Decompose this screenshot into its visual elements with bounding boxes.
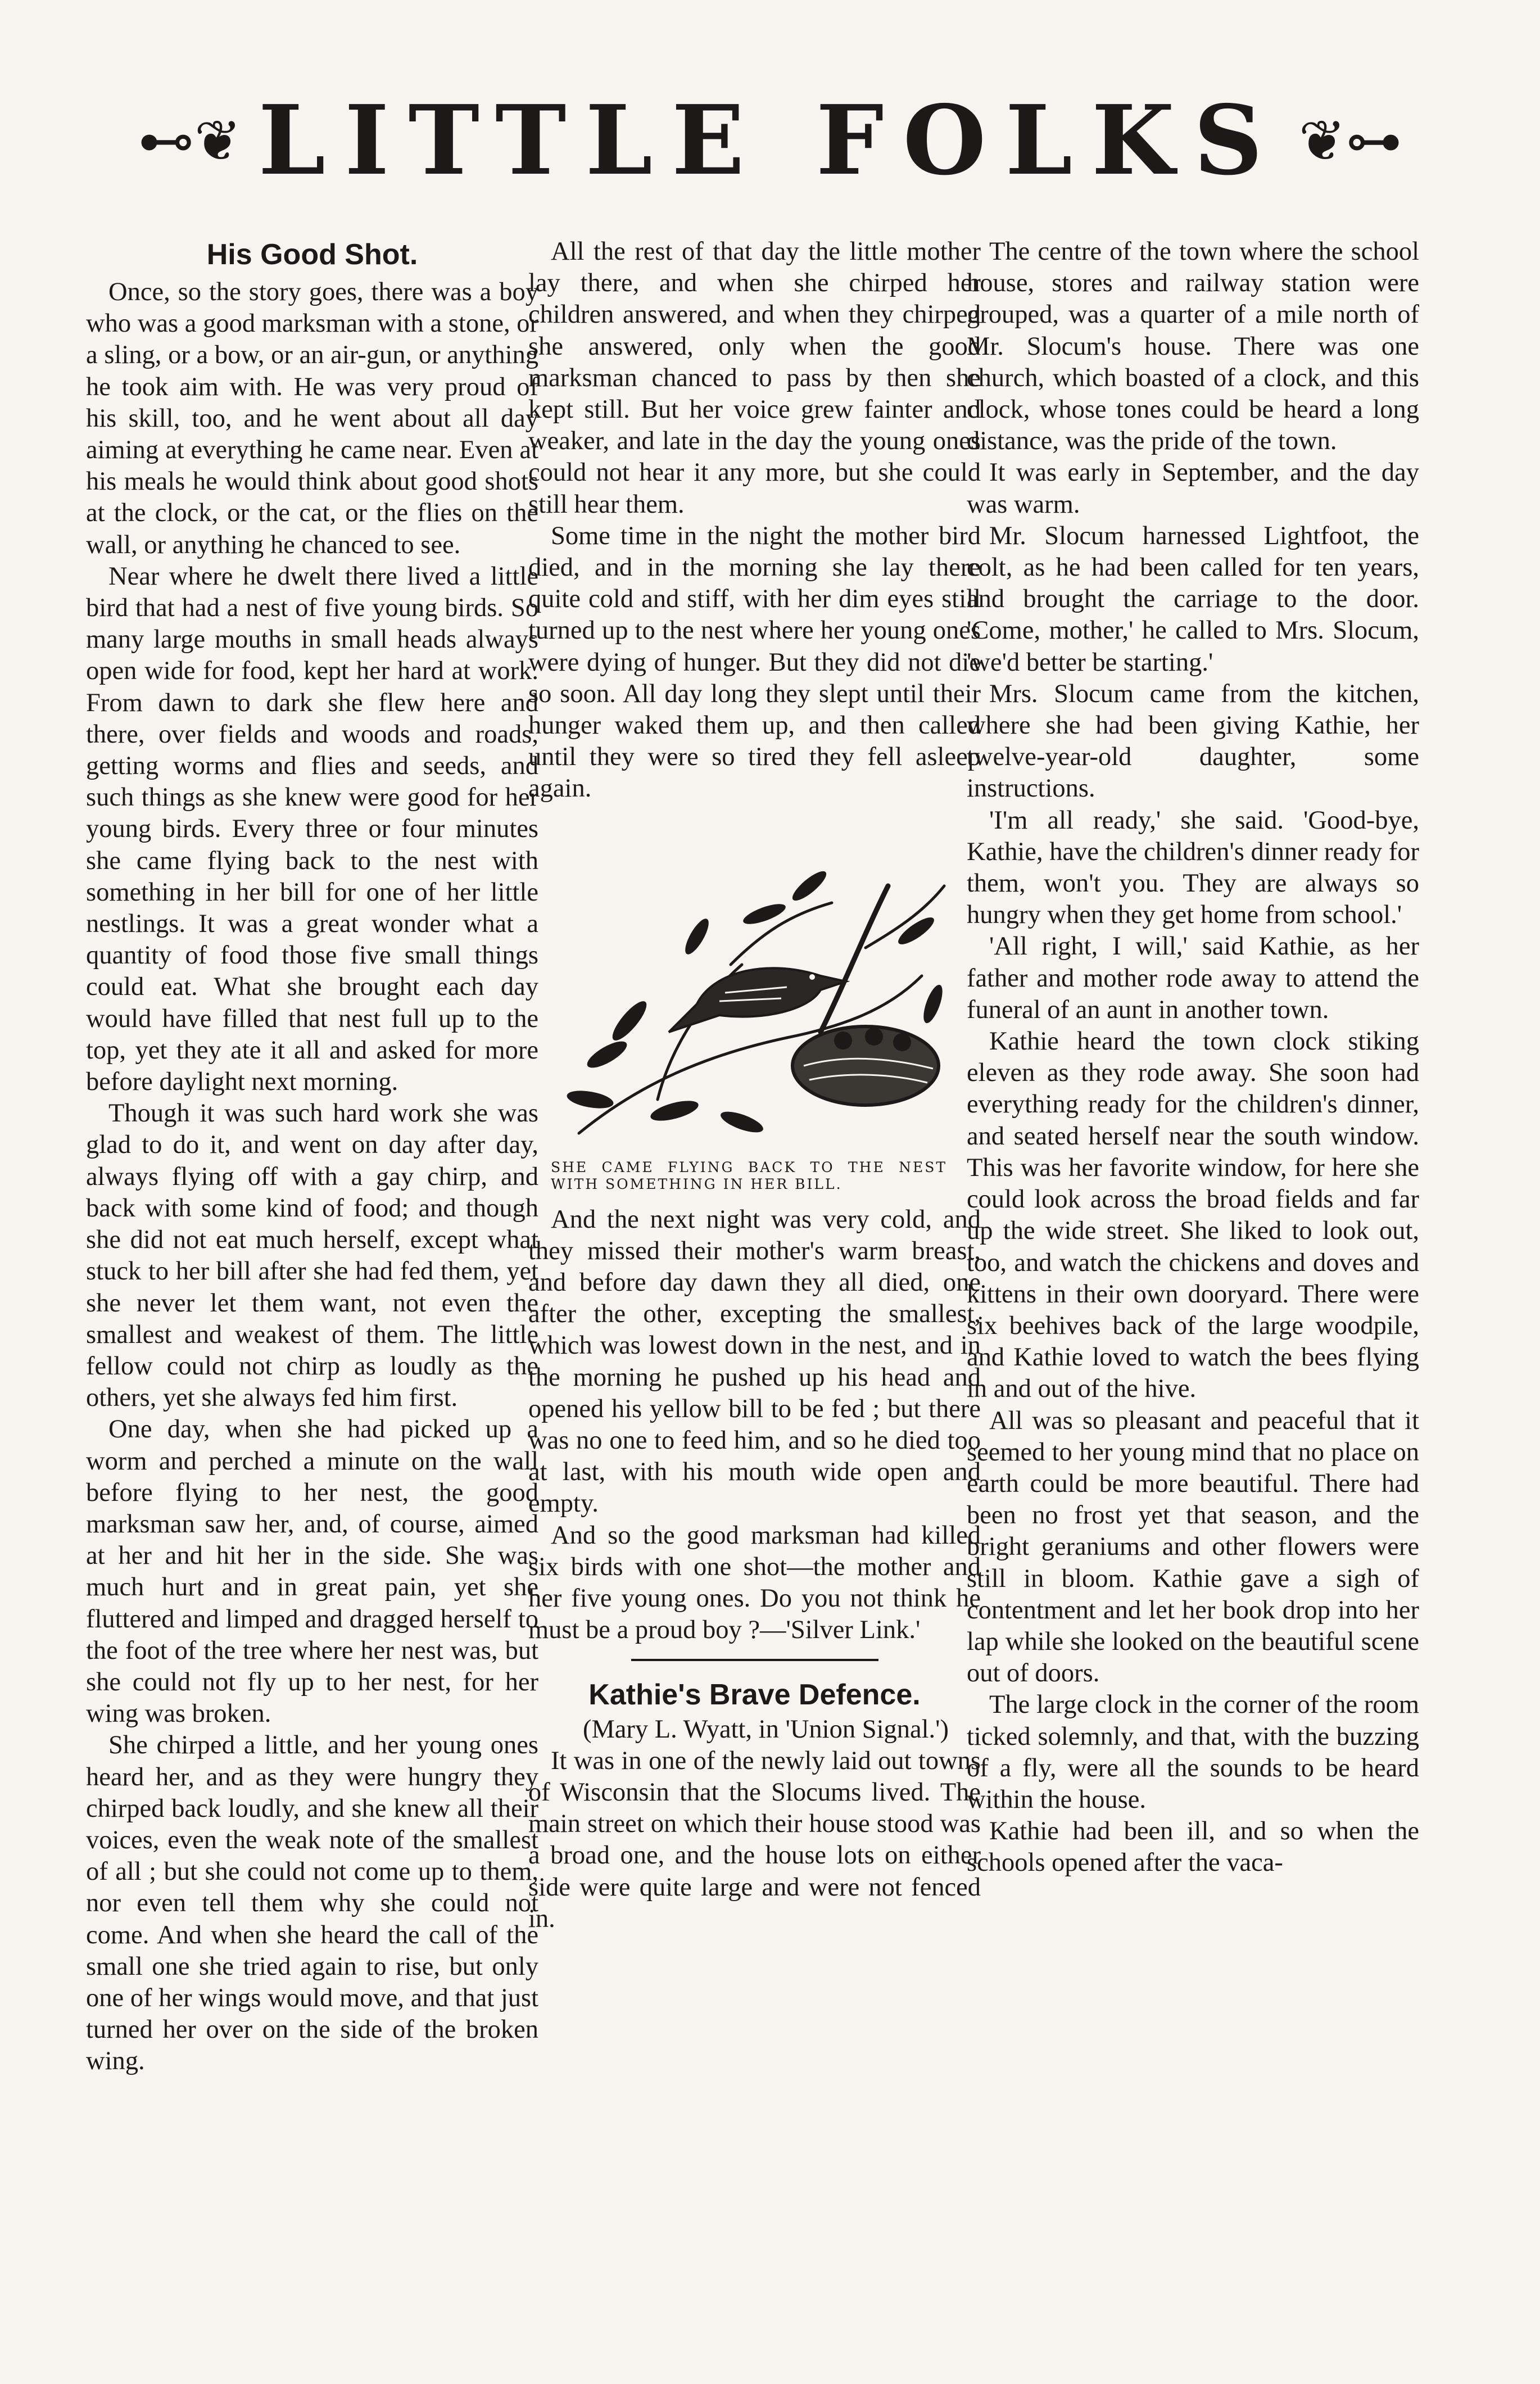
story-2-paragraph: All was so pleasant and peaceful that it seemed to her young mind that no place on earth could be more beautiful. There had been no frost yet that season, and the bright geraniums and other flowers were still in bloom. Kathie gave a sigh of contentment and let her book drop into her lap while she looked on the beautiful scene out of doors. [967, 1406, 1419, 1688]
story-1-paragraph: All the rest of that day the little mother lay there, and when she chirped her children answered, and when they chirped she answered, only when the good marksman chanced to pass by then she kept still. But her voice grew fainter and weaker, and late in the day the young ones could not hear it any more, but she could still hear them. [528, 237, 981, 519]
story-1-paragraph: And so the good marksman had killed six birds with one shot—the mother and her five young ones. Do you not think he must be a proud boy ?—'Silver Link.' [528, 1521, 981, 1645]
story-2-paragraph: Kathie had been ill, and so when the schools opened after the vaca- [967, 1817, 1419, 1878]
story-1-paragraph: Some time in the night the mother bird died, and in the morning she lay there quite cold and stiff, with her dim eyes still turned up to the nest where her young ones were dying of hunger. But they did not die so soon. All day long they slept until their hunger waked them up, and then called until they were so tired they fell asleep again. [528, 521, 981, 803]
left-ornament-icon: ⊷❦ [138, 107, 242, 174]
column-2 [528, 236, 981, 2361]
story-1-paragraph: Though it was such hard work she was glad to do it, and went on day after day, always flying off with a gay chirp, and back with some kind of food; and though she did not eat much herself, except what stuck to her bill after she had fed them, yet she never let them want, not even the smallest and weakest of them. The little fellow could not chirp as loudly as the others, yet she always fed him first. [86, 1099, 538, 1413]
story-2-heading: Kathie's Brave Defence. [588, 1678, 921, 1711]
bird-nest-illustration [528, 818, 981, 1156]
column-1 [86, 236, 538, 2361]
story-2-paragraph: 'All right, I will,' said Kathie, as her father and mother rode away to attend the funeral of an aunt in another town. [967, 932, 1419, 1024]
story-2-paragraph: It was early in September, and the day was warm. [967, 458, 1419, 519]
illustration-caption: SHE CAME FLYING BACK TO THE NEST WITH SOMETHING IN HER BILL. [551, 1159, 947, 1192]
story-2-paragraph: Mrs. Slocum came from the kitchen, where she had been giving Kathie, her twelve-year-old daughter, some instructions. [967, 679, 1419, 803]
story-1-paragraph: She chirped a little, and her young ones heard her, and as they were hungry they chirped back loudly, and she knew all their voices, even the weak note of the smallest of all ; but she could not come up to them, nor even tell them why she could not come. And when she heard the call of the small one she tried again to rise, but only one of her wings would move, and that just turned her over on the side of the broken wing. [86, 1731, 538, 2076]
story-1-heading: His Good Shot. [206, 238, 418, 271]
story-2-paragraph: 'I'm all ready,' she said. 'Good-bye, Kathie, have the children's dinner ready for them, won't you. They are always so hungry when they get home from school.' [967, 806, 1419, 930]
story-1-paragraph: One day, when she had picked up a worm and perched a minute on the wall before flying to her nest, the good marksman saw her, and, of course, aimed at her and hit her in the side. She was much hurt and in great pain, yet she fluttered and limped and dragged herself to the foot of the tree where her nest was, but she could not fly up to her nest, for her wing was broken. [86, 1415, 538, 1729]
story-2-byline: (Mary L. Wyatt, in 'Union Signal.') [582, 1715, 949, 1744]
story-2-paragraph: Kathie heard the town clock stiking eleven as they rode away. She soon had everything ready for the children's dinner, and seated herself near the south window. This was her favorite window, for here she could look across the broad fields and far up the wide street. She liked to look out, too, and watch the chickens and doves and kittens in their own dooryard. There were six beehives back of the large woodpile, and Kathie loved to watch the bees flying in and out of the hive. [967, 1027, 1419, 1404]
masthead [0, 84, 1540, 197]
story-1-paragraph: Near where he dwelt there lived a little bird that had a nest of five young birds. So many large mouths in small heads always open wide for food, kept her hard at work. From dawn to dark she flew here and there, over fields and woods and roads, getting worms and flies and seeds, and such things as she knew were good for her young birds. Every three or four minutes she came flying back to the nest with something in her bill for one of her little nestlings. It was a great wonder what a quantity of food those five small things could eat. What she brought each day would have filled that nest full up to the top, yet they ate it all and asked for more before daylight next morning. [86, 562, 538, 1097]
page-title: LITTLE FOLKS [258, 84, 1282, 197]
story-2-paragraph: The large clock in the corner of the room ticked solemnly, and that, with the buzzing of a fly, were all the sounds to be heard within the house. [967, 1690, 1419, 1814]
illustration-figure [528, 818, 981, 1193]
right-ornament-icon: ❦⊶ [1298, 107, 1402, 174]
story-1-paragraph: And the next night was very cold, and they missed their mother's warm breast, and before day dawn they all died, one after the other, excepting the smallest, which was lowest down in the nest, and in the morning he pushed up his head and opened his yellow bill to be fed ; but there was no one to feed him, and so he died too at last, with his mouth wide open and empty. [528, 1205, 981, 1518]
story-2-paragraph: Mr. Slocum harnessed Lightfoot, the colt, as he had been called for ten years, and brought the carriage to the door. 'Come, mother,' he called to Mrs. Slocum, 'we'd better be starting.' [967, 521, 1419, 677]
story-divider [631, 1659, 878, 1661]
column-3 [967, 236, 1419, 2361]
story-2-paragraph: It was in one of the newly laid out towns of Wisconsin that the Slocums lived. The main street on which their house stood was a broad one, and the house lots on either side were quite large and were not fenced in. [528, 1746, 981, 1933]
story-1-paragraph: Once, so the story goes, there was a boy who was a good marksman with a stone, or a sling, or a bow, or an air-gun, or anything he took aim with. He was very proud of his skill, too, and he went about all day aiming at everything he came near. Even at his meals he would think about good shots at the clock, or the cat, or the flies on the wall, or anything he chanced to see. [86, 278, 538, 559]
story-2-paragraph: The centre of the town where the school house, stores and railway station were grouped, was a quarter of a mile north of Mr. Slocum's house. There was one church, which boasted of a clock, and this clock, whose tones could be heard a long distance, was the pride of the town. [967, 237, 1419, 456]
